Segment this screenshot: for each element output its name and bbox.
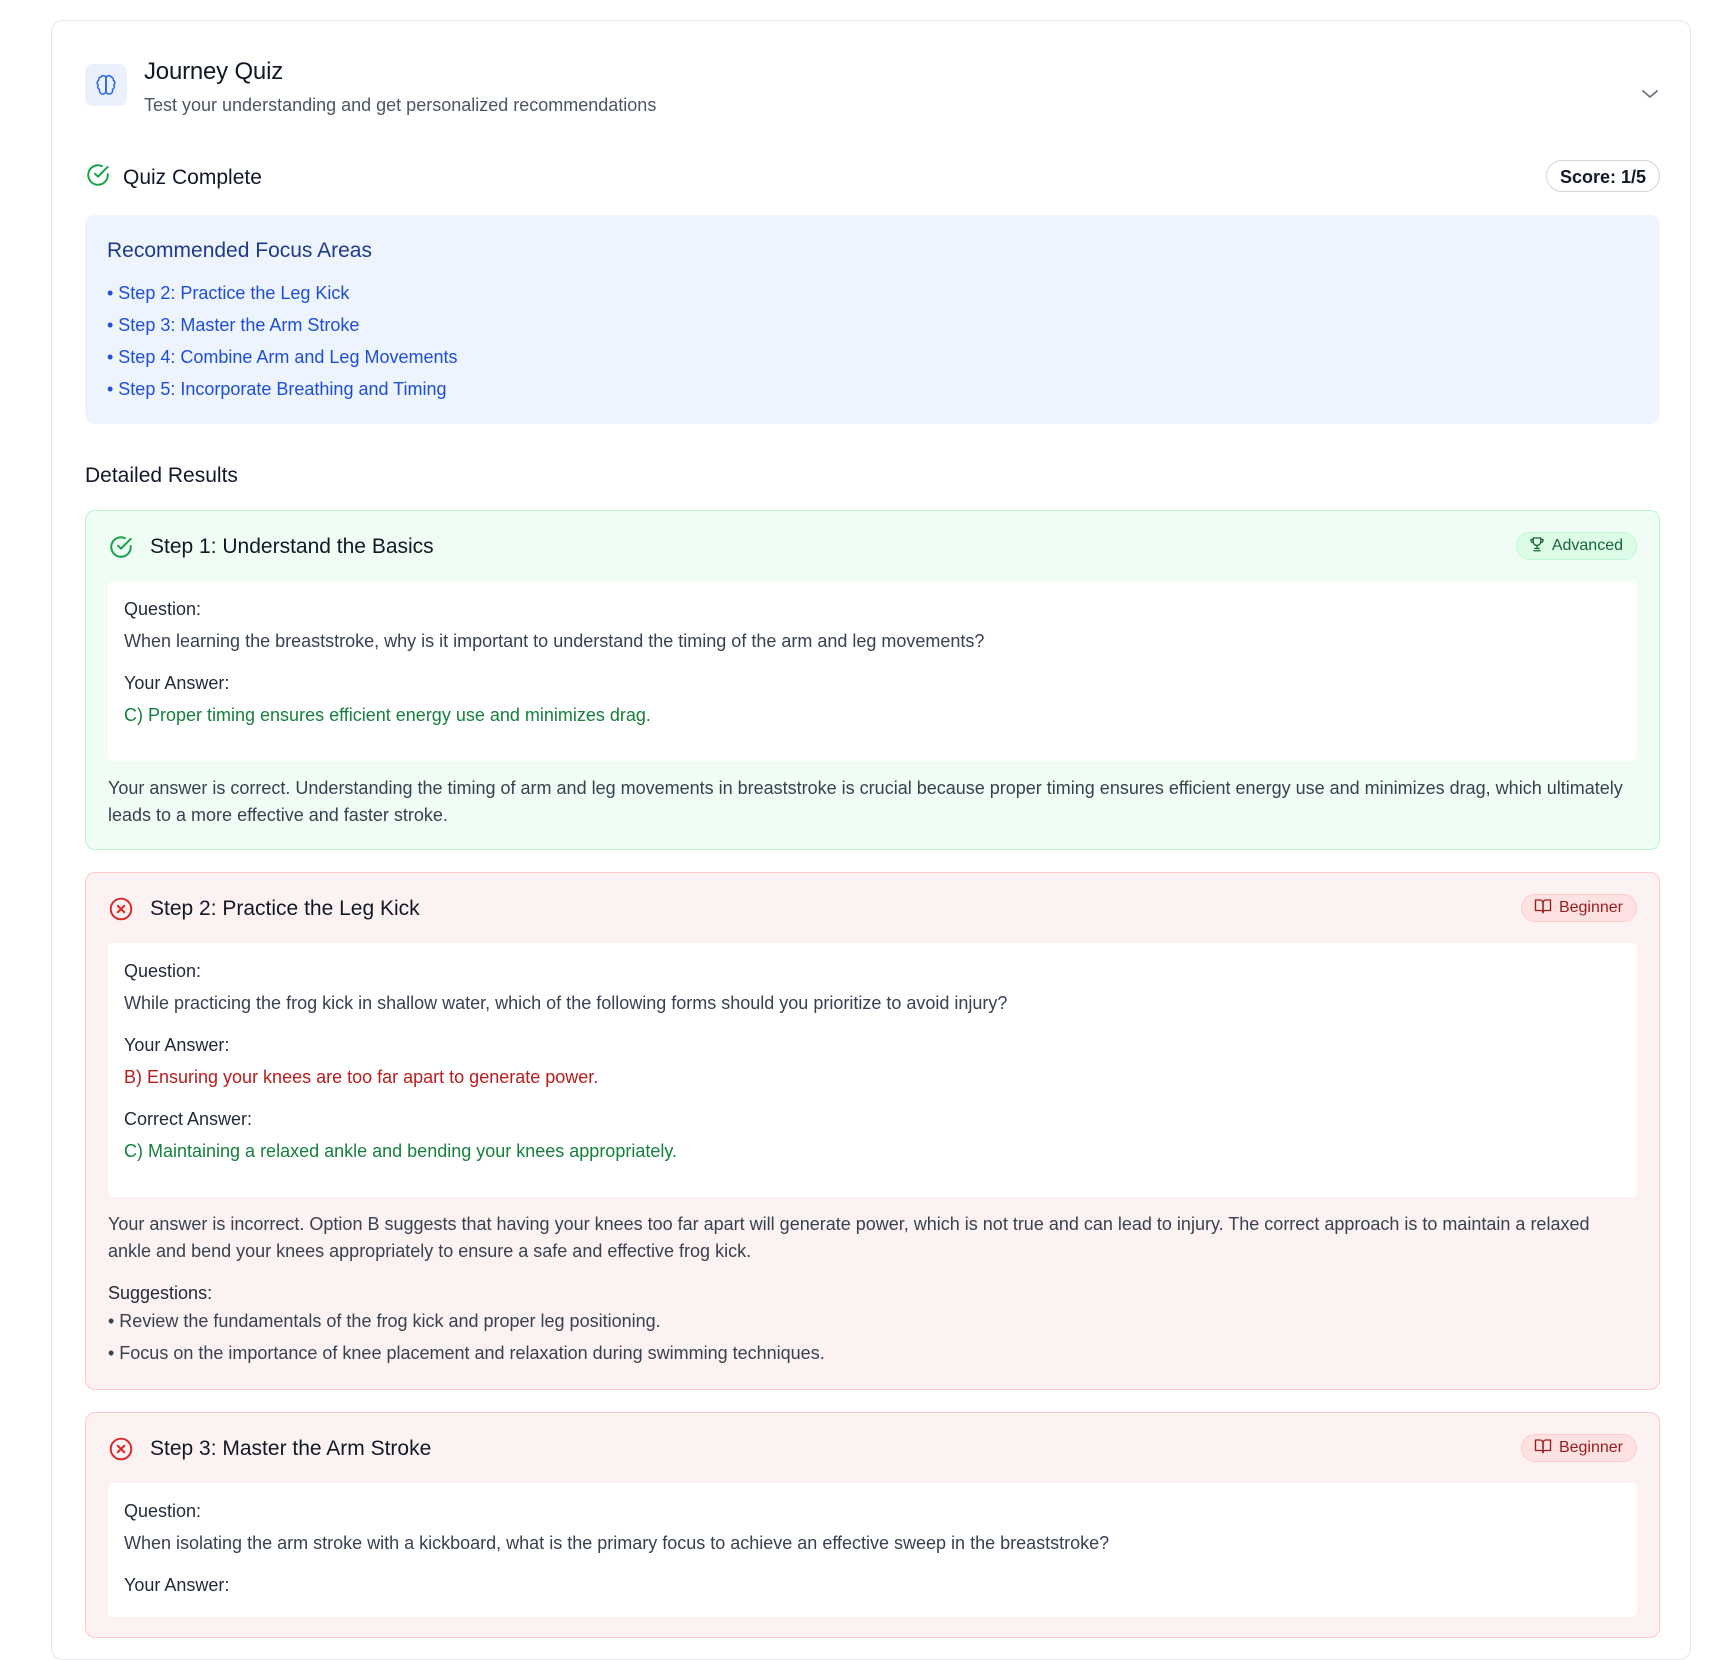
badge-label: Beginner xyxy=(1558,899,1623,916)
detailed-results-title: Detailed Results xyxy=(85,464,238,487)
trophy-icon xyxy=(1528,535,1546,558)
quiz-status-row xyxy=(85,131,1660,215)
step-result-card xyxy=(85,510,1660,850)
focus-areas-panel xyxy=(85,215,1660,424)
explanation-text: Your answer is incorrect. Option B suggests that having your knees too far apart will generate power, which is not true and can lead to injury. The correct approach is to maintain a relaxed ankle and bend your knees appropriately to ensure a safe and effective frog kick. xyxy=(108,1214,1590,1261)
question-label: Question: xyxy=(124,599,202,619)
book-open-icon xyxy=(1533,897,1553,920)
score-badge: Score: 1/5 xyxy=(1546,160,1660,192)
badge-label: Beginner xyxy=(1558,1439,1623,1456)
chevron-down-icon[interactable] xyxy=(1640,87,1660,106)
check-circle-icon xyxy=(108,534,134,565)
step-title: Step 1: Understand the Basics xyxy=(150,535,434,558)
question-text: When learning the breaststroke, why is it important to understand the timing of the arm and leg movements? xyxy=(124,631,985,651)
book-open-icon xyxy=(1533,1437,1553,1460)
quiz-header[interactable] xyxy=(85,21,1660,131)
suggestion-item: • Review the fundamentals of the frog kick and proper leg positioning. xyxy=(108,1311,661,1331)
step-title: Step 2: Practice the Leg Kick xyxy=(150,897,420,920)
level-badge xyxy=(1521,894,1637,922)
your-answer-label: Your Answer: xyxy=(124,1035,230,1055)
suggestions-label: Suggestions: xyxy=(108,1283,213,1303)
focus-area-item: • Step 4: Combine Arm and Leg Movements xyxy=(107,347,458,367)
x-circle-icon xyxy=(108,1436,134,1467)
your-answer-text: B) Ensuring your knees are too far apart to generate power. xyxy=(124,1067,599,1087)
question-label: Question: xyxy=(124,1501,202,1521)
focus-areas-title: Recommended Focus Areas xyxy=(107,239,372,262)
brain-icon xyxy=(85,64,127,106)
question-answer-box xyxy=(108,1483,1637,1617)
focus-area-item: • Step 2: Practice the Leg Kick xyxy=(107,283,350,303)
x-circle-icon xyxy=(108,896,134,927)
page-subtitle: Test your understanding and get personalized recommendations xyxy=(144,95,657,115)
your-answer-text: C) Proper timing ensures efficient energy use and minimizes drag. xyxy=(124,705,651,725)
explanation-text: Your answer is correct. Understanding the timing of arm and leg movements in breaststroke is crucial because proper timing ensures efficient energy use and minimizes drag, which ultimately leads to a more effective and faster stroke. xyxy=(108,778,1623,825)
badge-label: Advanced xyxy=(1551,537,1623,554)
correct-answer-label: Correct Answer: xyxy=(124,1109,253,1129)
level-badge xyxy=(1516,532,1637,560)
correct-answer-text: C) Maintaining a relaxed ankle and bending your knees appropriately. xyxy=(124,1141,678,1161)
journey-quiz-card xyxy=(51,20,1691,1660)
question-label: Question: xyxy=(124,961,202,981)
quiz-complete-label: Quiz Complete xyxy=(123,165,262,189)
question-text: When isolating the arm stroke with a kickboard, what is the primary focus to achieve an effective sweep in the breaststroke? xyxy=(124,1533,1110,1553)
step-result-card xyxy=(85,1412,1660,1638)
suggestion-item: • Focus on the importance of knee placement and relaxation during swimming techniques. xyxy=(108,1343,825,1363)
question-answer-box xyxy=(108,581,1637,761)
step-result-card xyxy=(85,872,1660,1390)
your-answer-label: Your Answer: xyxy=(124,1575,230,1595)
question-answer-box xyxy=(108,943,1637,1197)
page-title: Journey Quiz xyxy=(144,58,283,85)
focus-area-item: • Step 5: Incorporate Breathing and Timing xyxy=(107,379,447,399)
focus-area-item: • Step 3: Master the Arm Stroke xyxy=(107,315,360,335)
question-text: While practicing the frog kick in shallow water, which of the following forms should you prioritize to avoid injury? xyxy=(124,993,1008,1013)
check-circle-icon xyxy=(85,162,111,193)
level-badge xyxy=(1521,1434,1637,1462)
your-answer-label: Your Answer: xyxy=(124,673,230,693)
step-title: Step 3: Master the Arm Stroke xyxy=(150,1437,432,1460)
